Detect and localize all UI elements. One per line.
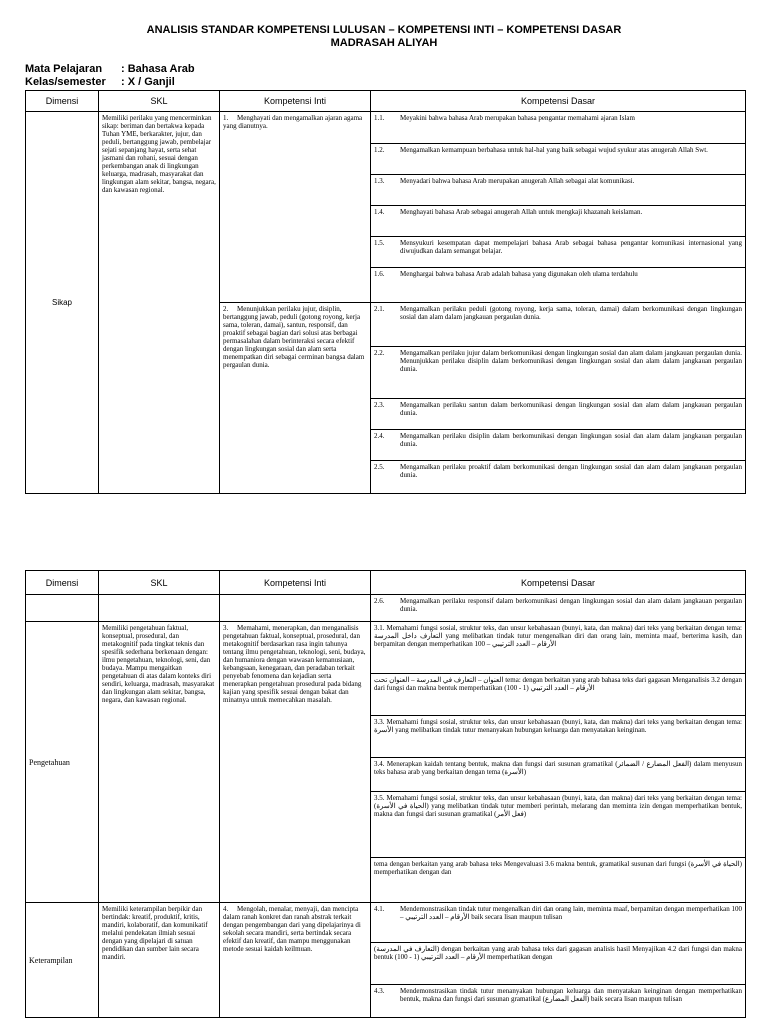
kd-text: Mengamalkan perilaku jujur dalam berkomunikasi dengan lingkungan sosial dan alam dalam jangkauan pergaulan dunia. Menunjukkan perilaku disiplin dalam berkomunikasi dengan lingkungan sosial dan alam dalam jangkauan pergaulan dunia. [400,349,742,373]
kd-text: 3.5. Memahami fungsi sosial, struktur teks, dan unsur kebahasaan (bunyi, kata, dan makna) dari teks yang berkaitan dengan tema: (الحياة في الأسرة) yang melibatkan tindak tutur memberi perintah, melarang dan meminta izin dengan memperhatikan bentuk, makna dan fungsi dari susunan gramatikal (فعل الأمر) [374,794,742,818]
kd-item [371,595,745,615]
kd-item [371,112,745,144]
ki-cell [220,303,371,494]
meta-kelas-label: Kelas/semester [25,76,106,88]
kd-text: Mengamalkan perilaku disiplin dalam berkomunikasi dengan lingkungan sosial dan alam dalam jangkauan pergaulan dunia. [400,432,742,448]
kd-item [371,175,745,206]
kd-number: 1.1. [374,114,385,122]
kd-text: Mengamalkan perilaku proaktif dalam berkomunikasi dengan lingkungan sosial dan alam dalam jangkauan pergaulan dunia. [400,463,742,479]
kd-item [371,903,745,943]
table-sikap [25,90,746,494]
header-dimensi: Dimensi [26,571,99,595]
kd-text: tema dengan berkaitan yang arab bahasa teks Mengevaluasi 3.6 makna bentuk, gramatikal susunan dari fungsi (الحياة في الأسرة) memperhatikan dengan dan [374,860,742,876]
kd-text: Mensyukuri kesempatan dapat mempelajari bahasa Arab sebagai bahasa pengantar komunikasi internasional yang diwujudkan dalam semangat belajar. [400,239,742,255]
kd-number: 1.5. [374,239,385,247]
ki-cell [220,595,371,622]
header-skl: SKL [99,571,220,595]
header-dimensi: Dimensi [26,91,99,112]
kd-text: Mengamalkan perilaku responsif dalam berkomunikasi dengan lingkungan sosial dan alam dalam jangkauan pergaulan dunia. [400,597,742,613]
table-row [26,112,746,303]
kd-text: 3.1. Memahami fungsi sosial, struktur teks, dan unsur kebahasaan (bunyi, kata, dan makna) dari teks yang berkaitan dengan tema: التعارف داخل المدرسة yang melibatkan tindak tutur mengenalkan diri dan orang lain, meminta maaf, berterima kasih, dan berpamitan dengan memperhatikan 100 – الأرقام – العدد الترتيبي [374,624,743,648]
skl-cell [99,595,220,622]
kd-text: Mengamalkan kemampuan berbahasa untuk hal-hal yang baik sebagai wujud syukur atas anugerah Allah Swt. [400,146,708,154]
kd-item [371,303,745,347]
kd-text: العنوان – التعارف في المدرسة – العنوان تحت tema: dengan berkaitan yang arab bahasa teks dari gagasan Menganalisis 3.2 dengan dari fungsi dan makna bentuk memperhatikan (100 - 1) الأرقام – العدد الترتيبي [374,676,742,692]
kd-number: 1.3. [374,177,385,185]
kd-item [371,206,745,237]
kd-cell [371,903,746,1018]
meta-mapel-value: : Bahasa Arab [121,63,195,75]
kd-text: Mengamalkan perilaku santun dalam berkomunikasi dengan lingkungan sosial dan alam dalam jangkauan pergaulan dunia. [400,401,742,417]
kd-item [371,347,745,399]
ki-text: Mengolah, menalar, menyaji, dan mencipta dalam ranah konkret dan ranah abstrak terkait dengan pengembangan dari yang dipelajarinya di sekolah secara mandiri, serta bertindak secara efektif dan kreatif, dan mampu menggunakan metode sesuai kaidah keilmuan. [223,905,361,953]
kd-number: 1.6. [374,270,385,278]
skl-cell: Memiliki pengetahuan faktual, konseptual, prosedural, dan metakognitif pada tingkat teknis dan spesifik sederhana berkenaan dengan: ilmu pengetahuan, teknologi, seni, dan budaya. Mampu mengaitkan pengetahuan di atas dalam konteks diri sendiri, keluarga, madrasah, masyarakat dan lingkungan alam sekitar, bangsa, negara, dan kawasan regional. [99,622,220,903]
kd-cell [371,303,746,494]
kd-item [371,985,745,1013]
meta-kelas-value: : X / Ganjil [121,76,175,88]
kd-text: Mendemonstrasikan tindak tutur menanyakan hubungan keluarga dan menyatakan keinginan dengan memperhatikan bentuk, makna dan fungsi dari susunan gramatikal (الفعل المضارع) baik secara lisan maupun tulisan [400,987,742,1003]
header-kd: Kompetensi Dasar [371,91,746,112]
kd-number: 2.1. [374,305,385,313]
document-title [0,24,768,50]
kd-item [371,792,745,858]
table-header-row [26,91,746,112]
title-line-2: MADRASAH ALIYAH [330,37,438,49]
kd-item [371,461,745,489]
kd-number: 2.5. [374,463,385,471]
kd-item [371,268,745,298]
title-line-1: ANALISIS STANDAR KOMPETENSI LULUSAN – KOMPETENSI INTI – KOMPETENSI DASAR [146,24,622,36]
dimensi-cell [26,595,99,622]
ki-number: 1. [223,114,229,122]
skl-cell: Memiliki perilaku yang mencerminkan sikap: beriman dan bertakwa kepada Tuhan YME, berkarakter, jujur, dan peduli, bertanggung jawab, pembelajar sejati sepanjang hayat, serta sehat jasmani dan rohani, sesuai dengan perkembangan anak di lingkungan keluarga, madrasah, masyarakat dan lingkungan alam sekitar, bangsa, negara, dan kawasan regional. [99,112,220,494]
kd-text: Menghargai bahwa bahasa Arab adalah bahasa yang digunakan oleh ulama terdahulu [400,270,638,278]
kd-item [371,758,745,792]
kd-item [371,430,745,461]
kd-text: Mengamalkan perilaku peduli (gotong royong, kerja sama, toleran, damai) dalam berkomunikasi dengan lingkungan sosial dan alam dalam jangkauan pergaulan dunia. [400,305,742,321]
table-row [26,903,746,1018]
dimensi-cell: Keterampilan [26,903,99,1018]
ki-text: Menunjukkan perilaku jujur, disiplin, bertanggung jawab, peduli (gotong royong, kerja sama, toleran, damai), santun, responsif, dan proaktif sebagai bagian dari solusi atas berbagai permasalahan dalam berinteraksi secara efektif dengan lingkungan sosial dan alam serta menempatkan diri sebagai cerminan bangsa dalam pergaulan dunia. [223,305,365,369]
dimensi-cell: Pengetahuan [26,622,99,903]
ki-number: 2. [223,305,229,313]
ki-cell [220,622,371,903]
kd-text: Menyadari bahwa bahasa Arab merupakan anugerah Allah sebagai alat komunikasi. [400,177,635,185]
kd-text: Menghayati bahasa Arab sebagai anugerah Allah untuk mengkaji khazanah keislaman. [400,208,643,216]
kd-item [371,716,745,758]
meta-mapel-label: Mata Pelajaran [25,63,103,75]
kd-number: 2.3. [374,401,385,409]
kd-item [371,943,745,985]
header-ki: Kompetensi Inti [220,571,371,595]
dimensi-cell: Sikap [26,112,99,494]
kd-item [371,858,745,898]
kd-number: 2.6. [374,597,385,605]
meta-kelas-semester [25,76,175,89]
kd-number: 1.2. [374,146,385,154]
kd-number: 2.4. [374,432,385,440]
header-ki: Kompetensi Inti [220,91,371,112]
meta-mata-pelajaran [25,63,195,76]
table-row [26,622,746,903]
kd-item [371,237,745,268]
table-header-row [26,571,746,595]
table-pengetahuan-keterampilan [25,570,746,1018]
kd-number: 4.3. [374,987,385,995]
ki-number: 4. [223,905,229,913]
skl-cell: Memiliki keterampilan berpikir dan bertindak: kreatif, produktif, kritis, mandiri, kolaboratif, dan komunikatif melalui pendekatan ilmiah sesuai dengan yang dipelajari di satuan pendidikan dan sumber lain secara mandiri. [99,903,220,1018]
kd-text: (التعارف في المدرسة) dengan berkaitan yang arab bahasa teks dari gagasan analisis hasil Menyajikan 4.2 dari fungsi dan makna bentuk (100 - 1) الأرقام – العدد الترتيبي memperhatikan dengan [374,945,742,961]
header-skl: SKL [99,91,220,112]
kd-number: 2.2. [374,349,385,357]
ki-number: 3. [223,624,229,632]
ki-cell [220,112,371,303]
kd-item [371,399,745,430]
kd-cell [371,112,746,303]
kd-text: Mendemonstrasikan tindak tutur mengenalkan diri dan orang lain, meminta maaf, berpamitan dengan memperhatikan 100 – الأرقام – العدد الترتيبي baik secara lisan maupun tulisan [400,905,742,921]
kd-cell [371,595,746,622]
kd-item [371,622,745,674]
kd-cell [371,622,746,903]
ki-cell [220,903,371,1018]
table-row [26,595,746,622]
ki-text: Menghayati dan mengamalkan ajaran agama yang dianutnya. [223,114,363,130]
kd-text: 3.4. Menerapkan kaidah tentang bentuk, makna dan fungsi dari susunan gramatikal (الفعل المضارع / الضمائر) dalam menyusun teks bahasa arab yang berkaitan dengan tema (الأسرة) [374,760,742,776]
kd-text: 3.3. Memahami fungsi sosial, struktur teks, dan unsur kebahasaan (bunyi, kata, dan makna) dari teks yang berkaitan dengan tema: الأسرة yang melibatkan tindak tutur menanyakan hubungan keluarga dan menyatakan keinginan. [374,718,742,734]
kd-text: Meyakini bahwa bahasa Arab merupakan bahasa pengantar memahami ajaran Islam [400,114,635,122]
ki-text: Memahami, menerapkan, dan menganalisis pengetahuan faktual, konseptual, prosedural, dan metakognitif berdasarkan rasa ingin tahunya tentang ilmu pengetahuan, teknologi, seni, budaya, dan humaniora dengan wawasan kemanusiaan, kebangsaan, kenegaraan, dan peradaban terkait penyebab fenomena dan kejadian serta menerapkan pengetahuan prosedural pada bidang kajian yang spesifik sesuai dengan bakat dan minatnya untuk memecahkan masalah. [223,624,366,704]
kd-item [371,674,745,716]
header-kd: Kompetensi Dasar [371,571,746,595]
kd-number: 4.1. [374,905,385,913]
kd-number: 1.4. [374,208,385,216]
kd-item [371,144,745,175]
